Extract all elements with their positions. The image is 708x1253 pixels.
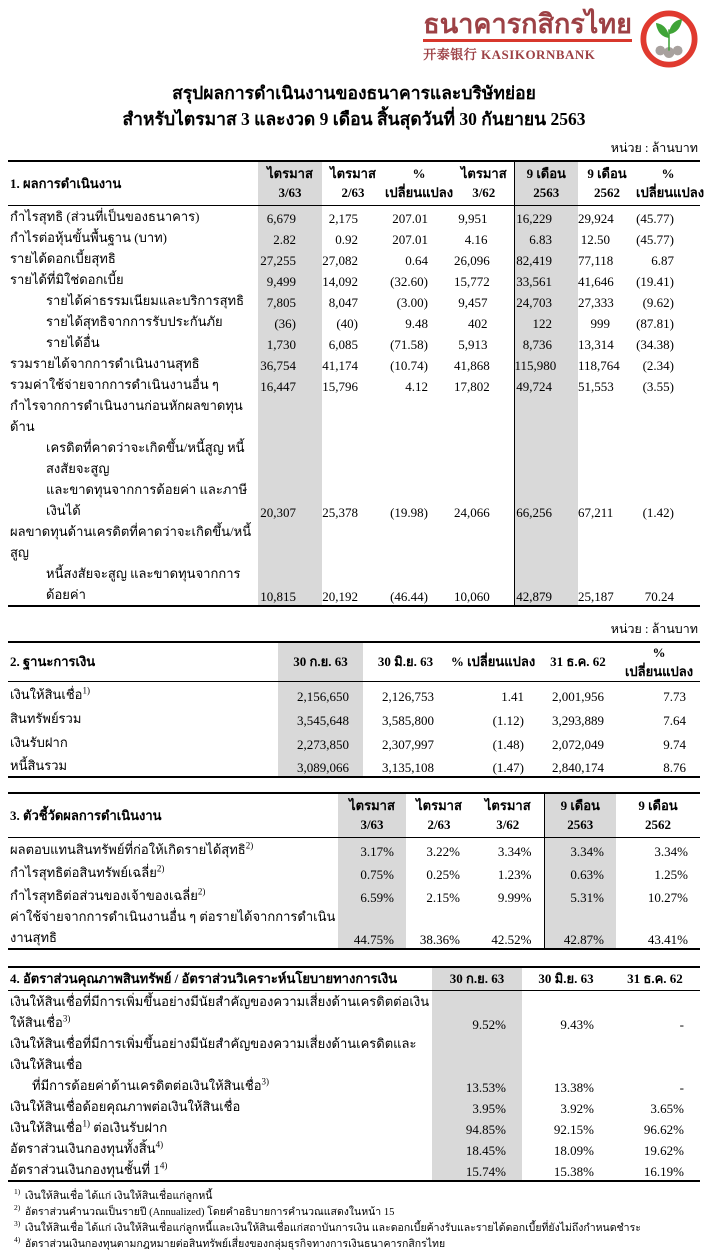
footnote-marker: 2) — [156, 863, 165, 874]
cell: 96.62% — [643, 1121, 684, 1137]
cell: 42.52% — [491, 932, 532, 947]
row-label: เงินรับฝาก — [10, 735, 68, 750]
footnote-marker: 1) — [82, 685, 90, 696]
table-row — [8, 860, 700, 883]
table-title: 1. ผลการดำเนินงาน — [8, 161, 258, 205]
column-header: ไตรมาส 2/63 — [322, 161, 384, 205]
column-header: % เปลี่ยนแปลง — [448, 642, 538, 682]
row-label: เงินให้สินเชื่อ$^{1)}$ ต่อเงินรับฝาก — [10, 1118, 168, 1135]
table-row — [8, 1138, 700, 1159]
cell: 15.38% — [553, 1163, 594, 1179]
cell: 10.27% — [647, 890, 688, 905]
column-header: ไตรมาส 3/63 — [258, 161, 322, 205]
table-row — [8, 729, 700, 753]
cell: 9.99% — [497, 890, 532, 905]
cell — [636, 395, 700, 437]
footnote-marker: 2) — [14, 1203, 21, 1212]
footnote: $^{2)}$ อัตราส่วนคำนวณเป็นรายปี (Annualized) โดยคำอธิบายการคำนวณแสดงในหน้า 15 — [14, 1203, 395, 1218]
cell: - — [679, 1016, 684, 1032]
cell: 51,553 — [578, 378, 614, 394]
unit-label-top: หน่วย : ล้านบาท — [610, 141, 698, 155]
cell: 0.75% — [338, 860, 406, 883]
report-title-line2: สำหรับไตรมาส 3 และงวด 9 เดือน สิ้นสุดวันที่ 30 กันยายน 2563 — [122, 109, 586, 129]
table-row — [8, 353, 700, 374]
row-label: เงินให้สินเชื่อที่มีการเพิ่มขึ้นอย่างมีนัยสำคัญของความเสี่ยงด้านเครดิตต่อเงินให้สินเชื่อ$^{3)}$ — [10, 993, 430, 1030]
row-label: ที่มีการด้อยค่าด้านเครดิตต่อเงินให้สินเชื่อ$^{3)}$ — [32, 1076, 270, 1093]
table-row — [8, 1117, 700, 1138]
cell: 9.43% — [560, 1016, 594, 1032]
cell: 20,192 — [322, 588, 358, 604]
cell: 43.41% — [647, 932, 688, 947]
cell: (3.00) — [396, 294, 428, 310]
cell: 13,314 — [578, 336, 614, 352]
cell: 118,764 — [578, 357, 620, 373]
cell: (34.38) — [636, 336, 674, 352]
footnote-marker: 2) — [197, 886, 206, 897]
row-label: สินทรัพย์รวม — [10, 711, 82, 726]
cell: 6.83 — [514, 227, 578, 248]
cell — [454, 521, 514, 563]
cell: 207.01 — [392, 231, 428, 247]
cell: 6,085 — [328, 336, 358, 352]
column-header: 9 เดือน 2562 — [616, 793, 700, 837]
cell: (36) — [258, 311, 322, 332]
cell: 2,840,174 — [552, 760, 604, 775]
row-label: ผลตอบแทนสินทรัพย์ที่ก่อให้เกิดรายได้สุทธิ$^{2)}$ — [10, 840, 254, 857]
column-header: 30 มิ.ย. 63 — [363, 642, 448, 682]
cell: (45.77) — [636, 231, 674, 247]
table-row — [8, 374, 700, 395]
cell: (9.62) — [642, 294, 674, 310]
table-title: 4. อัตราส่วนคุณภาพสินทรัพย์ / อัตราส่วนวิเคราะห์นโยบายทางการเงิน — [8, 967, 432, 990]
cell: 82,419 — [514, 248, 578, 269]
cell: 41,868 — [454, 357, 490, 373]
cell — [578, 395, 636, 437]
table-row — [8, 1159, 700, 1181]
footnote-marker: 2) — [245, 840, 254, 851]
cell — [636, 437, 700, 479]
cell: 17,802 — [454, 378, 490, 394]
table-row — [8, 332, 700, 353]
cell — [322, 521, 384, 563]
row-label: อัตราส่วนเงินกองทุนทั้งสิ้น$^{4)}$ — [10, 1139, 164, 1156]
cell — [514, 437, 578, 479]
table-asset-quality-ratios — [8, 966, 700, 1182]
cell: 20,307 — [258, 479, 322, 521]
cell: 402 — [468, 315, 488, 331]
column-header: 9 เดือน 2562 — [578, 161, 636, 205]
table-row — [8, 269, 700, 290]
row-label: ผลขาดทุนด้านเครดิตที่คาดว่าจะเกิดขึ้น/หนี้สูญ — [10, 523, 252, 560]
cell: 9,951 — [458, 210, 488, 226]
footnote-marker: 3) — [62, 1013, 71, 1024]
cell: 16.19% — [643, 1163, 684, 1179]
cell: 6.87 — [651, 252, 674, 268]
cell: 5.31% — [544, 883, 616, 906]
cell: 3,545,648 — [278, 705, 363, 729]
report-title-line1: สรุปผลการดำเนินงานของธนาคารและบริษัทย่อย — [172, 83, 536, 103]
cell: (1.12) — [492, 713, 524, 728]
row-label: อัตราส่วนเงินกองทุนชั้นที่ 1$^{4)}$ — [10, 1160, 168, 1177]
bank-name-thai: ธนาคารกสิกรไทย — [423, 9, 632, 39]
cell: 15,772 — [454, 273, 490, 289]
row-label: หนี้สินรวม — [10, 758, 68, 773]
cell: 7,805 — [258, 290, 322, 311]
table-operating-results — [8, 160, 705, 607]
column-header: ไตรมาส 2/63 — [406, 793, 472, 837]
table-row — [8, 437, 700, 479]
cell: (1.47) — [492, 760, 524, 775]
cell: 70.24 — [644, 588, 674, 604]
cell — [322, 395, 384, 437]
footnote-marker: 4) — [155, 1139, 164, 1150]
cell: 2,001,956 — [552, 689, 604, 704]
table-row — [8, 883, 700, 906]
row-label: รายได้ค่าธรรมเนียมและบริการสุทธิ — [46, 292, 245, 308]
footnotes — [8, 1189, 700, 1253]
cell: 4.16 — [464, 231, 488, 247]
cell: (10.74) — [390, 357, 428, 373]
row-label: รายได้ที่มิใช่ดอกเบี้ย — [10, 271, 124, 287]
cell: (19.98) — [390, 504, 428, 520]
footnote: $^{1)}$ เงินให้สินเชื่อ ได้แก่ เงินให้สินเชื่อแก่ลูกหนี้ — [14, 1187, 213, 1202]
cell — [522, 1033, 610, 1075]
cell: 2,072,049 — [552, 737, 604, 752]
cell: 16,447 — [258, 374, 322, 395]
cell: (2.34) — [642, 357, 674, 373]
cell: (1.48) — [492, 737, 524, 752]
cell: (45.77) — [636, 210, 674, 226]
cell: 18.45% — [432, 1138, 522, 1159]
cell: (46.44) — [390, 588, 428, 604]
column-header: 30 ก.ย. 63 — [278, 642, 363, 682]
column-header: % เปลี่ยนแปลง — [384, 161, 454, 205]
cell: 6,679 — [258, 205, 322, 227]
cell: 18.09% — [553, 1142, 594, 1158]
column-header: 31 ธ.ค. 62 — [610, 967, 700, 990]
cell: 25,187 — [578, 588, 614, 604]
table-row — [8, 1075, 700, 1096]
row-label: เงินให้สินเชื่อด้อยคุณภาพต่อเงินให้สินเชื่อ — [10, 1098, 241, 1114]
cell: 27,333 — [578, 294, 614, 310]
cell: 7.73 — [663, 689, 686, 704]
cell: 15,796 — [322, 378, 358, 394]
cell — [578, 437, 636, 479]
table-row — [8, 753, 700, 777]
cell: 14,092 — [322, 273, 358, 289]
cell: 1.23% — [497, 867, 532, 882]
cell — [384, 395, 454, 437]
table-title: 3. ตัวชี้วัดผลการดำเนินงาน — [8, 793, 338, 837]
cell: 0.63% — [544, 860, 616, 883]
cell: 3.34% — [544, 837, 616, 860]
cell: 24,703 — [514, 290, 578, 311]
row-label: ค่าใช้จ่ายจากการดำเนินงานอื่น ๆ ต่อรายได้จากการดำเนินงานสุทธิ — [10, 909, 336, 945]
cell — [454, 395, 514, 437]
cell: (19.41) — [636, 273, 674, 289]
cell: 42.87% — [544, 906, 616, 949]
cell: 9,457 — [458, 294, 488, 310]
row-label: หนี้สงสัยจะสูญ และขาดทุนจากการด้อยค่า — [46, 565, 241, 602]
table-row — [8, 248, 700, 269]
table-row — [8, 205, 700, 227]
footnote-marker: 1) — [14, 1187, 21, 1196]
cell: 19.62% — [643, 1142, 684, 1158]
cell: 27,082 — [322, 252, 358, 268]
row-label: รวมรายได้จากการดำเนินงานสุทธิ — [10, 355, 200, 371]
column-header: 9 เดือน 2563 — [544, 793, 616, 837]
cell: 2,307,997 — [382, 737, 434, 752]
cell: (3.55) — [642, 378, 674, 394]
cell: 42,879 — [514, 563, 578, 606]
cell: 2,273,850 — [278, 729, 363, 753]
cell: 3.34% — [497, 844, 532, 859]
table-row — [8, 906, 700, 949]
cell: 2,175 — [328, 210, 358, 226]
cell: 3.22% — [426, 844, 460, 859]
table-row — [8, 227, 700, 248]
cell: 5,913 — [458, 336, 488, 352]
cell: 67,211 — [578, 504, 614, 520]
bank-name-intl: 开泰银行 KASIKORNBANK — [423, 47, 596, 62]
cell: 3,293,889 — [552, 713, 604, 728]
cell: 0.25% — [426, 867, 460, 882]
cell: 10,815 — [258, 563, 322, 606]
cell: 10,060 — [454, 588, 490, 604]
bank-logo-text — [423, 10, 632, 63]
table-row — [8, 681, 700, 705]
cell: 66,256 — [514, 479, 578, 521]
column-header: 31 ธ.ค. 62 — [538, 642, 618, 682]
cell: 3,585,800 — [382, 713, 434, 728]
row-label: เครดิตที่คาดว่าจะเกิดขึ้น/หนี้สูญ หนี้สงสัยจะสูญ — [46, 439, 245, 476]
table-financial-position — [8, 641, 700, 779]
cell: 999 — [590, 315, 610, 331]
cell: (32.60) — [390, 273, 428, 289]
table-row — [8, 290, 700, 311]
cell: 16,229 — [514, 205, 578, 227]
cell: 3,089,066 — [278, 753, 363, 777]
row-label: กำไรสุทธิต่อส่วนของเจ้าของเฉลี่ย$^{2)}$ — [10, 886, 206, 903]
cell: 15.74% — [432, 1159, 522, 1181]
footnote-marker: 1) — [82, 1118, 90, 1129]
report-title — [8, 80, 700, 132]
cell: 92.15% — [553, 1121, 594, 1137]
cell: 122 — [514, 311, 578, 332]
cell: 0.64 — [405, 252, 428, 268]
footnote-marker: 4) — [159, 1160, 168, 1171]
cell: 1,730 — [258, 332, 322, 353]
cell: 8.76 — [663, 760, 686, 775]
cell: 24,066 — [454, 504, 490, 520]
cell: 115,980 — [514, 353, 578, 374]
cell: 2.15% — [426, 890, 460, 905]
cell — [636, 521, 700, 563]
cell: 2,126,753 — [382, 689, 434, 704]
cell: 3.92% — [560, 1100, 594, 1116]
row-label: รายได้ดอกเบี้ยสุทธิ — [10, 250, 116, 266]
cell: 12.50 — [580, 231, 610, 247]
cell: 7.64 — [663, 713, 686, 728]
bank-logo — [8, 10, 700, 72]
column-header: % เปลี่ยนแปลง — [636, 161, 700, 205]
cell: 9.48 — [405, 315, 428, 331]
cell: 3.65% — [650, 1100, 684, 1116]
cell: 94.85% — [432, 1117, 522, 1138]
cell: 41,646 — [578, 273, 614, 289]
table-row — [8, 705, 700, 729]
cell: 13.53% — [432, 1075, 522, 1096]
table-row — [8, 837, 700, 860]
table-row — [8, 990, 700, 1033]
cell: (71.58) — [390, 336, 428, 352]
cell: 3.34% — [654, 844, 688, 859]
column-header: 30 ก.ย. 63 — [432, 967, 522, 990]
footnote-marker: 3) — [261, 1076, 270, 1087]
column-header: ไตรมาส 3/62 — [454, 161, 514, 205]
cell — [514, 521, 578, 563]
cell: 9.74 — [663, 737, 686, 752]
cell: 9.52% — [432, 990, 522, 1033]
table-row — [8, 311, 700, 332]
footnote-marker: 3) — [14, 1219, 21, 1228]
cell: 44.75% — [338, 906, 406, 949]
footnote: $^{4)}$ อัตราส่วนเงินกองทุนตามกฎหมายต่อสินทรัพย์เสี่ยงของกลุ่มธุรกิจทางการเงินธนาคารกสิกรไทย — [14, 1235, 446, 1250]
cell: 77,118 — [578, 252, 614, 268]
cell: 33,561 — [514, 269, 578, 290]
cell: 0.92 — [335, 231, 358, 247]
cell: 1.25% — [654, 867, 688, 882]
cell: 38.36% — [419, 932, 460, 947]
footnote: $^{3)}$ เงินให้สินเชื่อ ได้แก่ เงินให้สินเชื่อแก่ลูกหนี้และเงินให้สินเชื่อแก่สถาบันการเงิน และดอกเบี้ยค้างรับและรายได้ดอกเบี้ยที่ยังไม่ถึงกำหนดชำระ — [14, 1219, 641, 1234]
cell: 41,174 — [322, 357, 358, 373]
cell — [322, 437, 384, 479]
cell: 3.17% — [338, 837, 406, 860]
cell: 9,499 — [258, 269, 322, 290]
row-label: กำไรสุทธิต่อสินทรัพย์เฉลี่ย$^{2)}$ — [10, 863, 165, 880]
column-header: % เปลี่ยนแปลง — [618, 642, 700, 682]
cell: 27,255 — [258, 248, 322, 269]
cell: 3,135,108 — [382, 760, 434, 775]
cell — [432, 1033, 522, 1075]
cell: (1.42) — [642, 504, 674, 520]
cell: 207.01 — [392, 210, 428, 226]
table-title: 2. ฐานะการเงิน — [8, 642, 278, 682]
row-label: รายได้อื่น — [46, 334, 100, 350]
row-label: รายได้สุทธิจากการรับประกันภัย — [46, 313, 223, 329]
logo-underline — [423, 39, 632, 42]
kasikornbank-sprout-icon — [640, 10, 698, 68]
cell — [578, 521, 636, 563]
footnote-marker: 4) — [14, 1235, 21, 1244]
table-row — [8, 395, 700, 437]
table-row — [8, 1096, 700, 1117]
row-label: กำไรต่อหุ้นขั้นพื้นฐาน (บาท) — [10, 229, 168, 245]
table-row — [8, 521, 700, 563]
cell: 36,754 — [258, 353, 322, 374]
row-label: กำไรสุทธิ (ส่วนที่เป็นของธนาคาร) — [10, 208, 200, 224]
cell — [258, 437, 322, 479]
cell — [258, 395, 322, 437]
cell: 3.95% — [432, 1096, 522, 1117]
cell: 8,047 — [328, 294, 358, 310]
column-header: 30 มิ.ย. 63 — [522, 967, 610, 990]
table-row — [8, 479, 700, 521]
table-performance-indicators — [8, 792, 700, 950]
cell: 4.12 — [405, 378, 428, 394]
cell — [454, 437, 514, 479]
unit-label-middle: หน่วย : ล้านบาท — [610, 621, 698, 636]
cell: 6.59% — [338, 883, 406, 906]
cell: 25,378 — [322, 504, 358, 520]
row-label: เงินให้สินเชื่อที่มีการเพิ่มขึ้นอย่างมีนัยสำคัญของความเสี่ยงด้านเครดิตและเงินให้สินเชื่อ — [10, 1035, 417, 1072]
cell — [258, 521, 322, 563]
table-row — [8, 1033, 700, 1075]
cell: 13.38% — [553, 1079, 594, 1095]
cell — [384, 437, 454, 479]
cell: (87.81) — [636, 315, 674, 331]
cell: 8,736 — [514, 332, 578, 353]
column-header: ไตรมาส 3/62 — [472, 793, 544, 837]
cell: - — [679, 1079, 684, 1095]
cell: (40) — [336, 315, 358, 331]
cell — [384, 521, 454, 563]
row-label: และขาดทุนจากการด้อยค่า และภาษีเงินได้ — [46, 481, 248, 518]
row-label: เงินให้สินเชื่อ$^{1)}$ — [10, 685, 90, 702]
table-row — [8, 563, 700, 606]
cell — [610, 1033, 700, 1075]
cell: 2.82 — [258, 227, 322, 248]
row-label: รวมค่าใช้จ่ายจากการดำเนินงานอื่น ๆ — [10, 376, 219, 392]
cell: 49,724 — [514, 374, 578, 395]
column-header: ไตรมาส 3/63 — [338, 793, 406, 837]
cell: 26,096 — [454, 252, 490, 268]
cell: 29,924 — [578, 210, 614, 226]
row-label: กำไรจากการดำเนินงานก่อนหักผลขาดทุนด้าน — [10, 397, 243, 434]
cell: 1.41 — [501, 689, 524, 704]
cell: 2,156,650 — [278, 681, 363, 705]
column-header: 9 เดือน 2563 — [514, 161, 578, 205]
cell — [514, 395, 578, 437]
